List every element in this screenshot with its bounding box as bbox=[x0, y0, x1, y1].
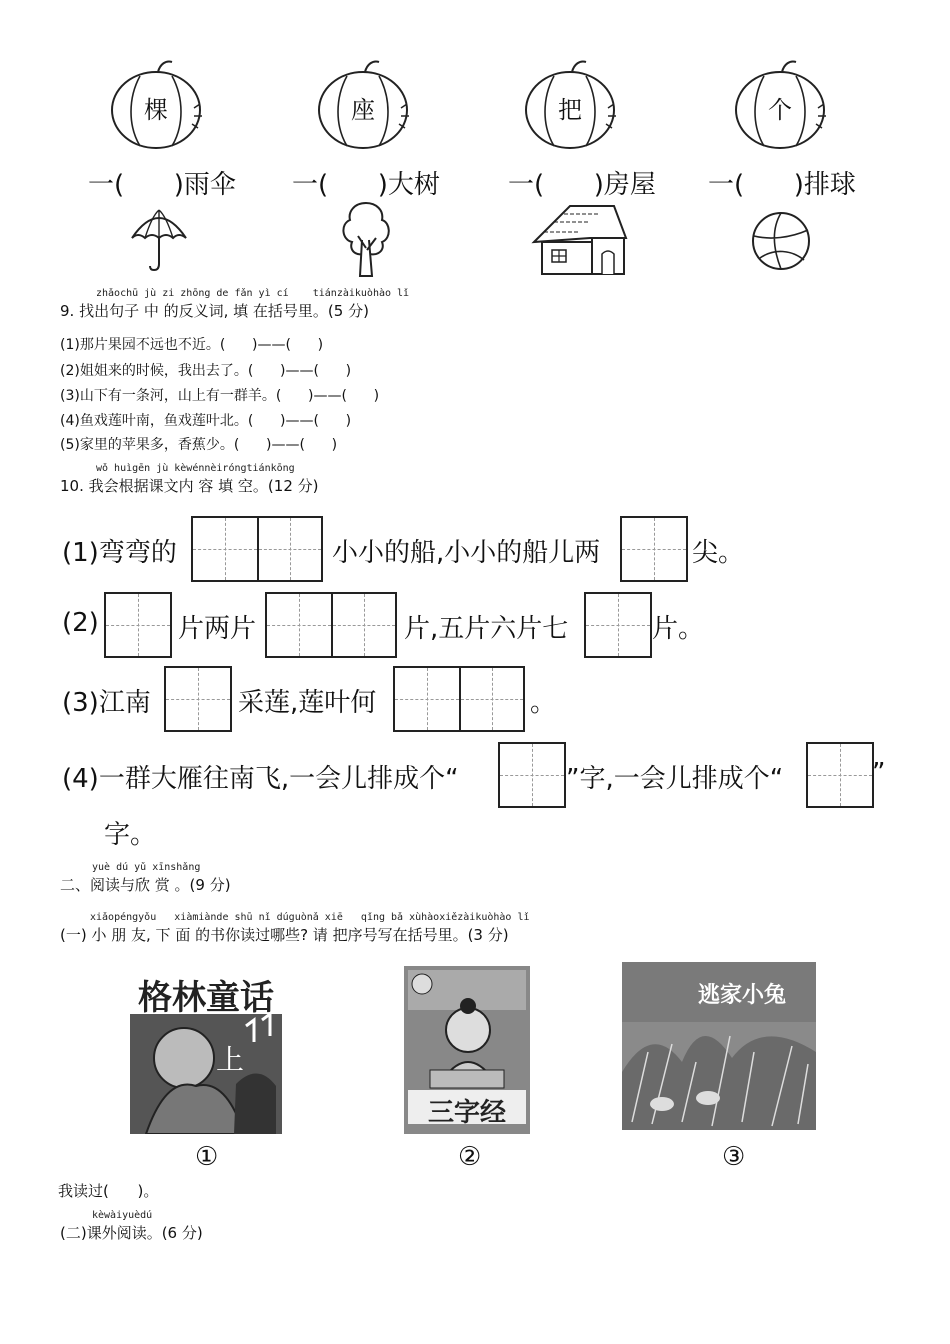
section2-pinyin: yuè dú yǔ xīnshǎng bbox=[92, 862, 201, 873]
pumpkin-1 bbox=[106, 58, 206, 153]
tianzige-box[interactable] bbox=[164, 666, 232, 732]
pumpkin-4 bbox=[730, 58, 830, 153]
q10-line4-a: (4)一群大雁往南飞,一会儿排成个“ bbox=[62, 764, 459, 794]
q10-line3-c: 。 bbox=[530, 688, 557, 718]
book-number-1: ① bbox=[195, 1142, 219, 1172]
tianzige-box[interactable] bbox=[191, 516, 323, 582]
umbrella-icon bbox=[128, 204, 190, 274]
q9-pinyin: zhǎochū jù zi zhōng de fǎn yì cí tiánzàikuòhào lǐ bbox=[96, 288, 410, 299]
q10-line1-c: 尖。 bbox=[692, 538, 745, 568]
q9-title: 9. 找出句子 中 的反义词, 填 在括号里。(5 分) bbox=[60, 302, 369, 320]
book-cover-grimm[interactable] bbox=[126, 966, 286, 1134]
q10-line2-b: 片两片 bbox=[178, 614, 257, 644]
q10-line4-c: ” bbox=[872, 758, 886, 788]
tianzige-box[interactable] bbox=[806, 742, 874, 808]
q10-line1-b: 小小的船,小小的船儿两 bbox=[332, 538, 601, 568]
tree-icon bbox=[336, 200, 396, 280]
tianzige-box[interactable] bbox=[620, 516, 688, 582]
q10-line2-d: 片。 bbox=[652, 614, 705, 644]
measure-word: 棵 bbox=[144, 96, 168, 124]
book-title: 格林童话 bbox=[138, 978, 274, 1018]
q9-item-3: (3)山下有一条河，山上有一群羊。( )——( ) bbox=[60, 388, 380, 404]
q9-item-4: (4)鱼戏莲叶南，鱼戏莲叶北。( )——( ) bbox=[60, 413, 352, 429]
q10-pinyin: wǒ huìgēn jù kèwénnèiróngtiánkōng bbox=[96, 463, 295, 474]
q10-line2-c: 片,五片六片七 bbox=[404, 614, 569, 644]
house-icon bbox=[530, 198, 630, 278]
q10-line4-b: ”字,一会儿排成个“ bbox=[566, 764, 784, 794]
q10-title: 10. 我会根据课文内 容 填 空。(12 分) bbox=[60, 477, 319, 495]
book-number-2: ② bbox=[458, 1142, 482, 1172]
pumpkin-3 bbox=[520, 58, 620, 153]
measure-word: 座 bbox=[351, 96, 375, 124]
book-cover-runaway-bunny[interactable] bbox=[622, 962, 816, 1130]
section2-title: 二、阅读与欣 赏 。(9 分) bbox=[60, 876, 231, 894]
phrase-umbrella: 一( )雨伞 bbox=[88, 170, 236, 200]
pumpkin-2 bbox=[313, 58, 413, 153]
book-title: 逃家小兔 bbox=[698, 983, 787, 1008]
q9-item-2: (2)姐姐来的时候，我出去了。( )——( ) bbox=[60, 363, 352, 379]
part1-pinyin: xiǎopéngyǒu xiàmiànde shū nǐ dúguònǎ xiē qǐng bǎ xùhàoxiězàikuòhào lǐ bbox=[90, 912, 530, 923]
measure-word: 个 bbox=[768, 96, 792, 124]
measure-word: 把 bbox=[558, 96, 582, 124]
book-subtitle: 上 bbox=[216, 1043, 245, 1076]
reading-answer: 我读过( )。 bbox=[58, 1182, 159, 1200]
tianzige-box[interactable] bbox=[393, 666, 525, 732]
tianzige-box[interactable] bbox=[584, 592, 652, 658]
q10-line2-a: (2) bbox=[62, 608, 99, 638]
tianzige-box[interactable] bbox=[104, 592, 172, 658]
book-number-3: ③ bbox=[722, 1142, 746, 1172]
part2-title: (二)课外阅读。(6 分) bbox=[60, 1224, 203, 1242]
part2-pinyin: kèwàiyuèdú bbox=[92, 1210, 153, 1221]
q9-item-1: (1)那片果园不远也不近。( )——( ) bbox=[60, 337, 324, 353]
book-title: 三字经 bbox=[427, 1098, 506, 1128]
tianzige-box[interactable] bbox=[498, 742, 566, 808]
q10-line5: 字。 bbox=[104, 820, 157, 850]
q9-item-5: (5)家里的苹果多，香蕉少。( )——( ) bbox=[60, 437, 338, 453]
phrase-tree: 一( )大树 bbox=[292, 170, 440, 200]
q10-line1-a: (1)弯弯的 bbox=[62, 538, 177, 568]
q10-line3-b: 采莲,莲叶何 bbox=[238, 688, 377, 718]
phrase-ball: 一( )排球 bbox=[708, 170, 856, 200]
phrase-house: 一( )房屋 bbox=[508, 170, 656, 200]
tianzige-box[interactable] bbox=[265, 592, 397, 658]
volleyball-icon bbox=[750, 210, 812, 272]
book-cover-sanzijing[interactable] bbox=[404, 966, 530, 1134]
part1-title: (一) 小 朋 友, 下 面 的书你读过哪些? 请 把序号写在括号里。(3 分) bbox=[60, 926, 509, 944]
q10-line3-a: (3)江南 bbox=[62, 688, 151, 718]
